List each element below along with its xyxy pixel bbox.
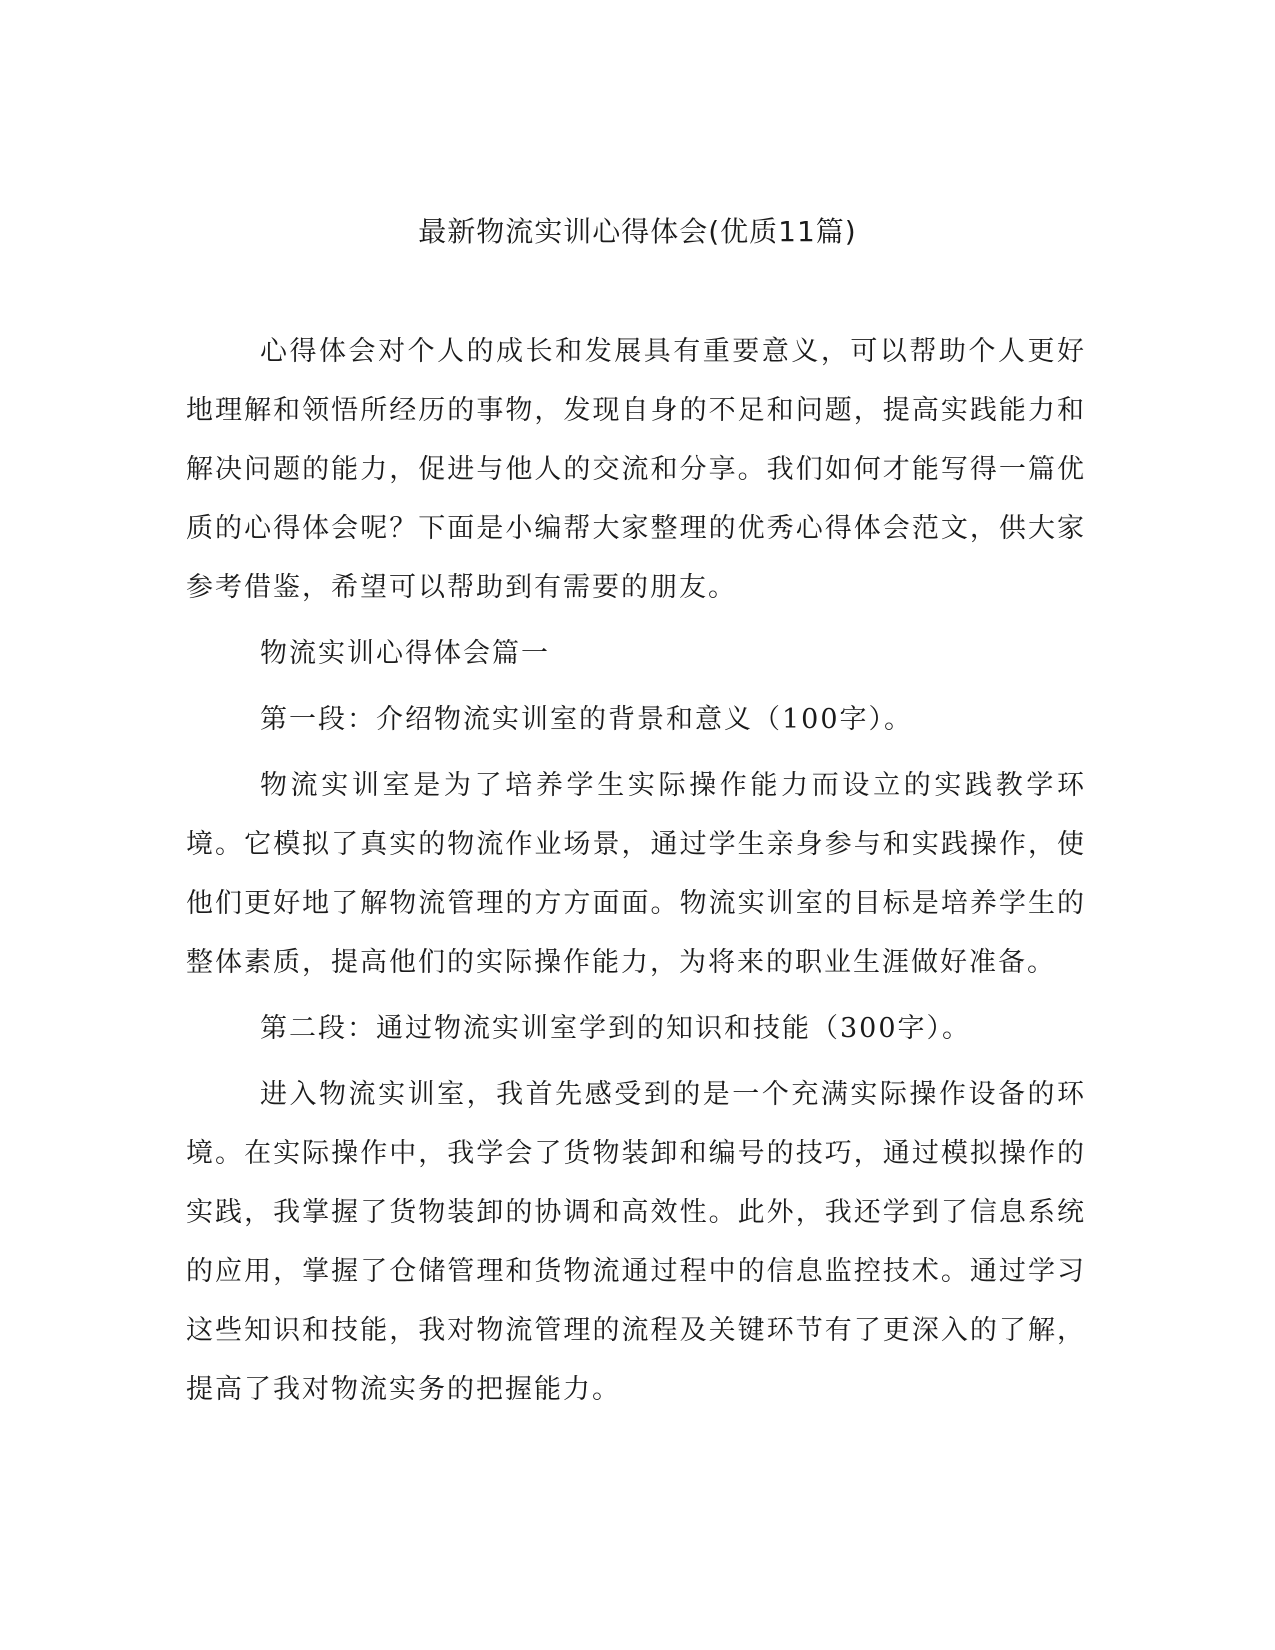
section-heading: 物流实训心得体会篇一	[260, 638, 550, 669]
intro-paragraph: 心得体会对个人的成长和发展具有重要意义，可以帮助个人更好地理解和领悟所经历的事物，发现自身的不足和问题，提高实践能力和解决问题的能力，促进与他人的交流和分享。我们如何才能写得一篇优质的心得体会呢？下面是小编帮大家整理的优秀心得体会范文，供大家参考借鉴，希望可以帮助到有需要的朋友。	[186, 336, 1086, 603]
subsection-heading-1: 第一段：介绍物流实训室的背景和意义（100字）。	[260, 704, 914, 735]
body-paragraph-2: 进入物流实训室，我首先感受到的是一个充满实际操作设备的环境。在实际操作中，我学会了货物装卸和编号的技巧，通过模拟操作的实践，我掌握了货物装卸的协调和高效性。此外，我还学到了信息系统的应用，掌握了仓储管理和货物流通过程中的信息监控技术。通过学习这些知识和技能，我对物流管理的流程及关键环节有了更深入的了解，提高了我对物流实务的把握能力。	[186, 1079, 1086, 1405]
document-title: 最新物流实训心得体会(优质11篇)	[418, 215, 857, 248]
subsection-heading-2: 第二段：通过物流实训室学到的知识和技能（300字）。	[260, 1013, 972, 1044]
document-body	[186, 322, 1086, 1419]
body-paragraph-1: 物流实训室是为了培养学生实际操作能力而设立的实践教学环境。它模拟了真实的物流作业场景，通过学生亲身参与和实践操作，使他们更好地了解物流管理的方方面面。物流实训室的目标是培养学生的整体素质，提高他们的实际操作能力，为将来的职业生涯做好准备。	[186, 770, 1086, 978]
